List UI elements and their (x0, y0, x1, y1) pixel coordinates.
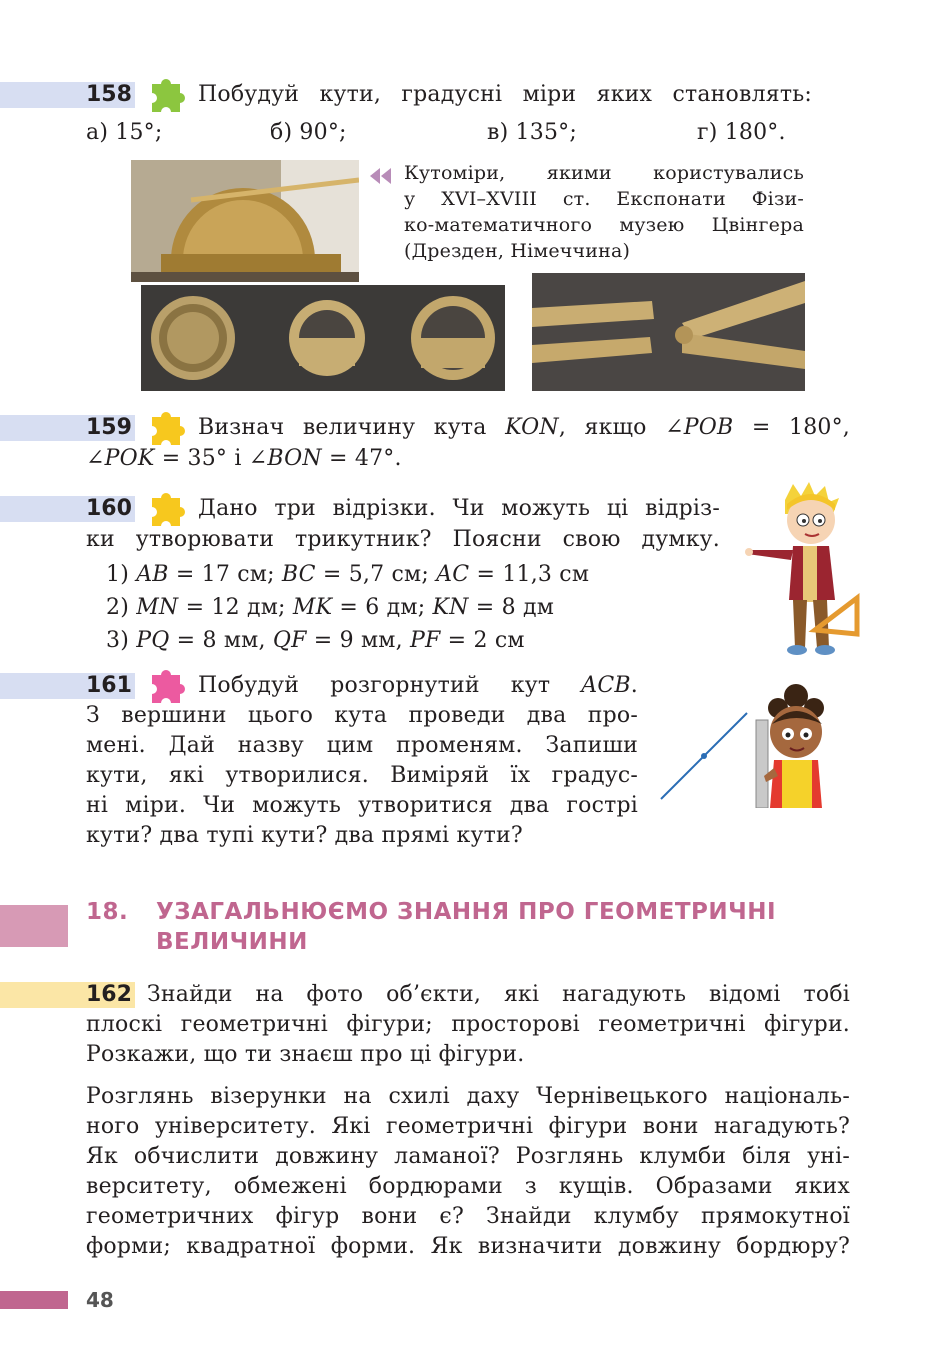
section-title-line1: УЗАГАЛЬНЮЄМО ЗНАННЯ ПРО ГЕОМЕТРИЧНІ (156, 899, 777, 925)
puzzle-green-icon (146, 76, 186, 114)
section-bar (0, 905, 68, 947)
section-number: 18. (86, 899, 129, 925)
page-number: 48 (86, 1288, 114, 1312)
task160-item-2: 2) MN = 12 дм; MK = 6 дм; KN = 8 дм (106, 595, 555, 620)
task161-last-line: кути? два тупі кути? два прямі кути? (86, 823, 523, 848)
task160-item-3: 3) PQ = 8 мм, QF = 9 мм, PF = 2 см (106, 628, 525, 653)
arrow-left-icon (369, 166, 393, 186)
task161-line: кути, які утворилися. Виміряй їх градус- (86, 763, 638, 788)
task160-line1: Дано три відрізки. Чи можуть ці відріз- (198, 496, 720, 521)
girl-illustration (752, 680, 832, 808)
task160-line2: ки утворювати трикутник? Поясни свою думку. (86, 527, 720, 552)
page-number-bar (0, 1291, 68, 1309)
paragraph-line: ного університету. Які геометричні фігури вони нагадують? (86, 1114, 850, 1139)
caption-line-3: ко-математичного музею Цвінгера (404, 214, 804, 236)
option-d: г) 180°. (697, 120, 786, 145)
ray-diagram (655, 705, 755, 805)
task162-line1: Знайди на фото об’єкти, які нагадують відомі тобі (147, 982, 850, 1007)
task162-line2: плоскі геометричні фігури; просторові геометричні фігури. (86, 1012, 850, 1037)
boy-illustration (745, 480, 865, 656)
protractor-photo-2 (141, 285, 505, 391)
task161-line: мені. Дай назву цим променям. Запиши (86, 733, 638, 758)
caption-line-2: у XVI–XVIII ст. Експонати Фізи- (404, 188, 804, 210)
section-title-line2: ВЕЛИЧИНИ (156, 929, 308, 955)
task161-line1: Побудуй розгорнутий кут ACB. (198, 673, 638, 698)
task159-line1: Визнач величину кута KON, якщо ∠POB = 180°, (198, 415, 850, 440)
task162-line3: Розкажи, що ти знаєш про ці фігури. (86, 1042, 525, 1067)
option-b: б) 90°; (270, 120, 347, 145)
task160-item-1: 1) AB = 17 см; BC = 5,7 см; AC = 11,3 см (106, 562, 590, 587)
task161-line: ні міри. Чи можуть утворитися два гострі (86, 793, 638, 818)
protractor-photo-1 (131, 160, 359, 282)
task-number: 159 (86, 415, 132, 440)
paragraph-line: геометричних фігур вони є? Знайди клумбу прямокутної (86, 1204, 850, 1229)
task-number: 158 (86, 82, 132, 107)
option-c: в) 135°; (487, 120, 577, 145)
paragraph-line: Як обчислити довжину ламаної? Розглянь клумби біля уні- (86, 1144, 850, 1169)
task-number: 160 (86, 496, 132, 521)
puzzle-pink-icon (146, 667, 186, 705)
task-number: 162 (86, 982, 132, 1007)
task-number: 161 (86, 673, 132, 698)
task158-text: Побудуй кути, градусні міри яких становлять: (198, 82, 812, 107)
paragraph-last-line: форми; квадратної форми. Як визначити довжину бордюру? (86, 1234, 850, 1259)
paragraph-line: верситету, обмежені бордюрами з кущів. Образами яких (86, 1174, 850, 1199)
task159-line2: ∠POK = 35° і ∠BON = 47°. (86, 446, 402, 471)
task161-line: З вершини цього кута проведи два про- (86, 703, 638, 728)
option-a: а) 15°; (86, 120, 163, 145)
caption-line-4: (Дрезден, Німеччина) (404, 240, 631, 262)
caption-line-1: Кутоміри, якими користувались (404, 162, 804, 184)
puzzle-yellow-icon (146, 409, 186, 447)
paragraph-line: Розглянь візерунки на схилі даху Чернівецького національ- (86, 1084, 850, 1109)
protractor-photo-3 (532, 273, 805, 391)
puzzle-yellow-icon (146, 490, 186, 528)
